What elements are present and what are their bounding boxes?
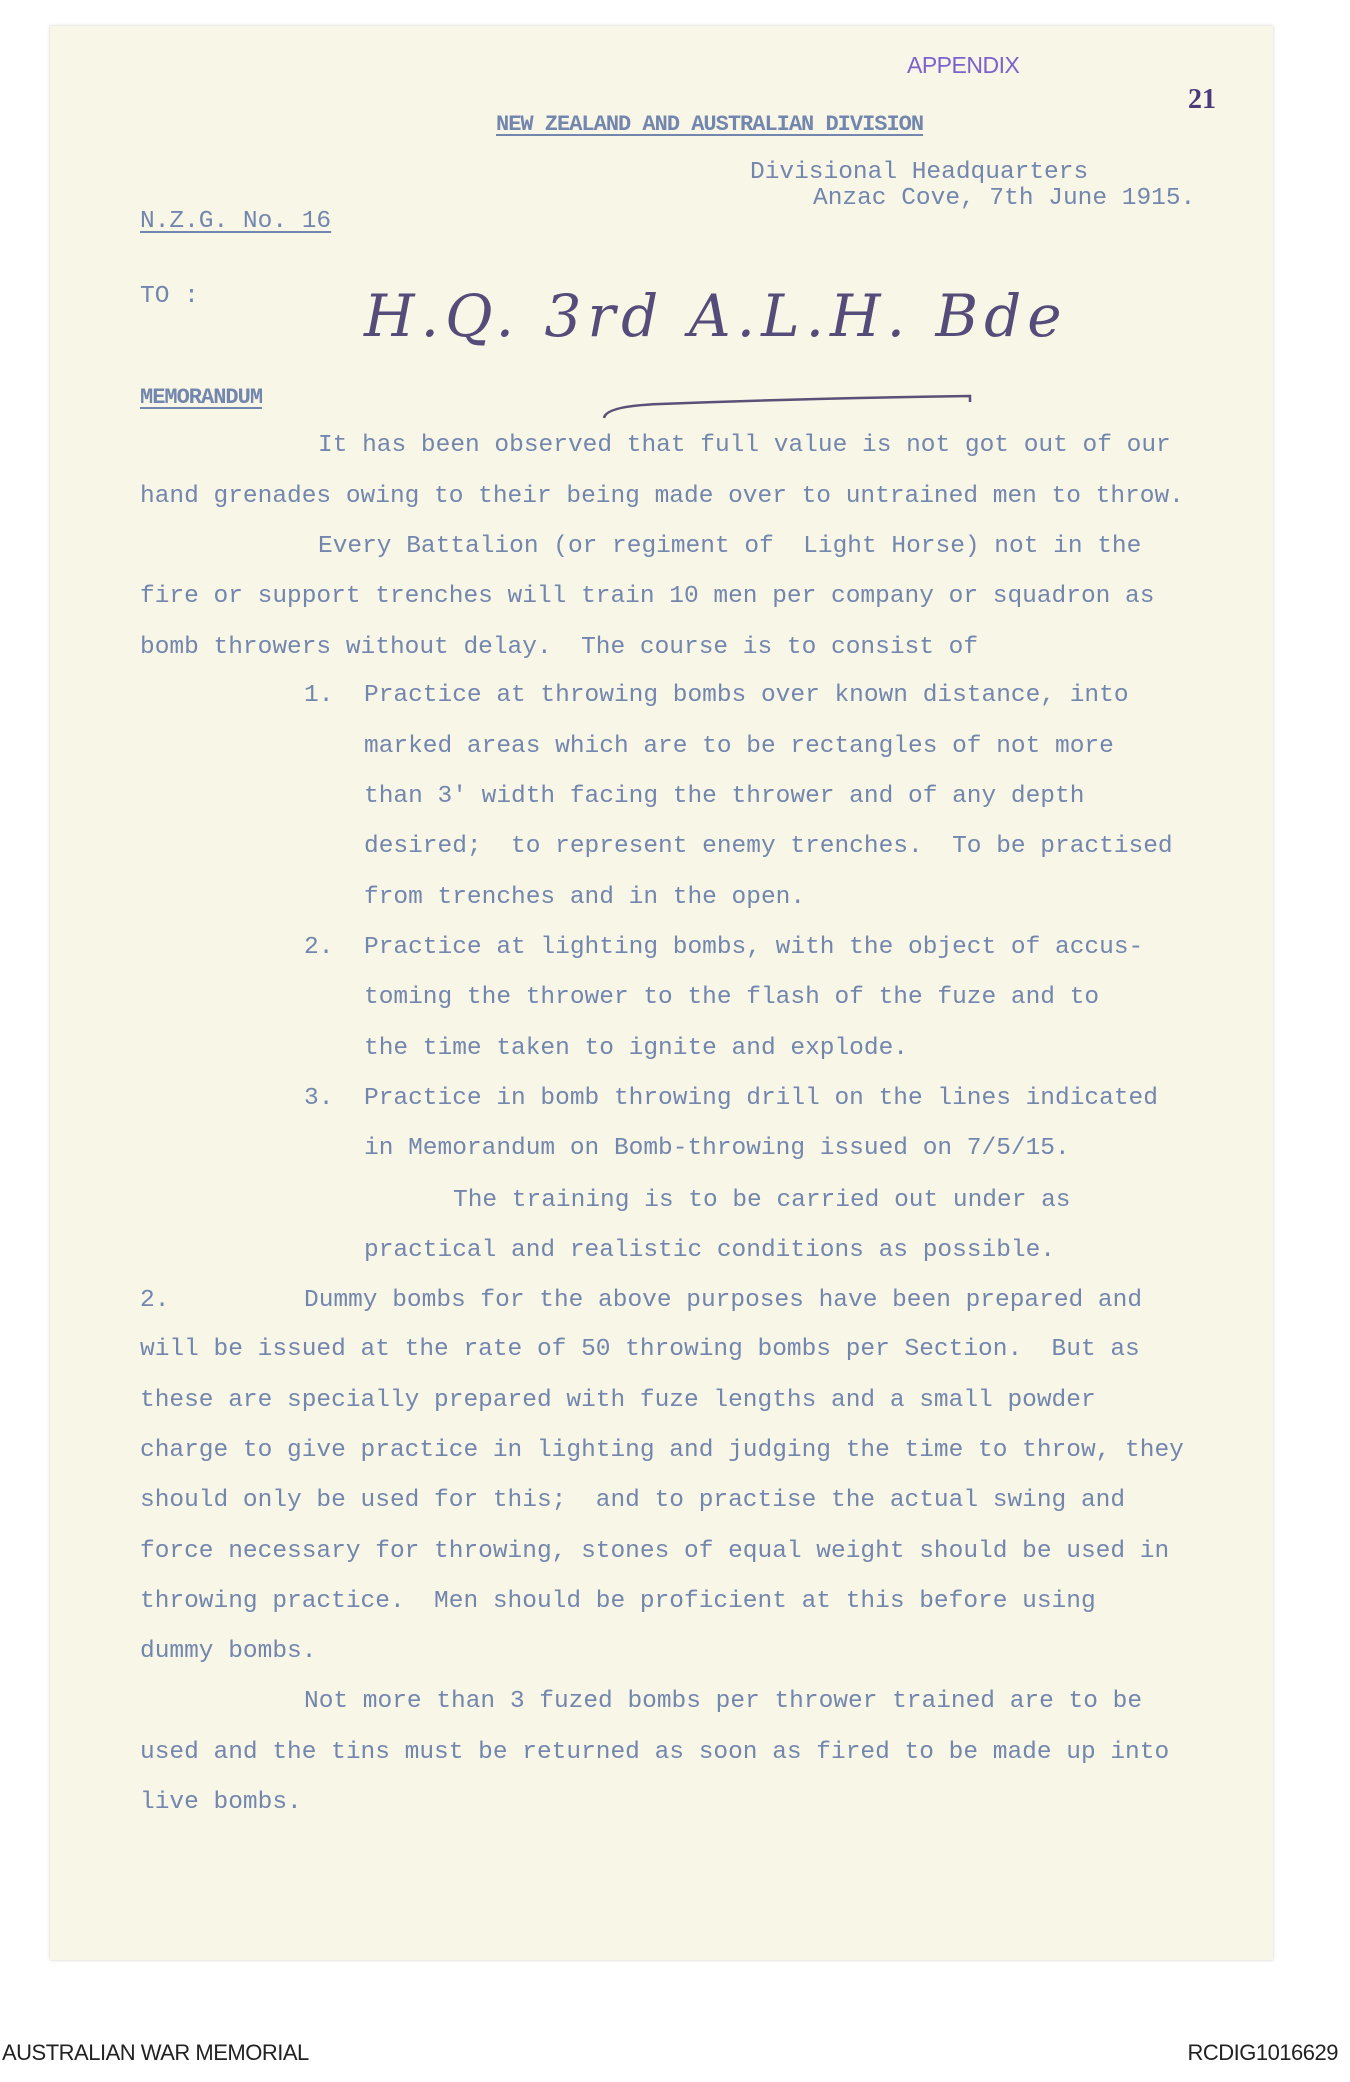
body-line: the time taken to ignite and explode.	[364, 1035, 908, 1062]
body-line: Practice in bomb throwing drill on the lines indicated	[364, 1085, 1158, 1112]
body-line: force necessary for throwing, stones of equal weight should be used in	[140, 1538, 1170, 1565]
body-line: The training is to be carried out under as	[453, 1187, 1071, 1214]
to-label: TO :	[140, 283, 199, 310]
body-line: from trenches and in the open.	[364, 884, 806, 911]
body-line: toming the thrower to the flash of the fuze and to	[364, 984, 1100, 1011]
body-line: Practice at throwing bombs over known distance, into	[364, 682, 1129, 709]
place-date: Anzac Cove, 7th June 1915.	[813, 185, 1196, 212]
body-line: It has been observed that full value is not got out of our	[318, 432, 1171, 459]
memorandum-label: MEMORANDUM	[140, 385, 263, 410]
body-line: charge to give practice in lighting and judging the time to throw, they	[140, 1437, 1184, 1464]
body-line: live bombs.	[140, 1789, 302, 1816]
archive-id: RCDIG1016629	[1187, 2040, 1338, 2065]
item-number: 3.	[304, 1085, 334, 1112]
appendix-stamp: APPENDIX	[907, 52, 1020, 78]
body-line: practical and realistic conditions as possible.	[364, 1237, 1056, 1264]
paragraph-number: 2.	[140, 1287, 170, 1314]
handwritten-recipient: H.Q. 3rd A.L.H. Bde	[364, 282, 1068, 350]
body-line: bomb throwers without delay. The course is to consist of	[140, 634, 979, 661]
body-line: desired; to represent enemy trenches. To be practised	[364, 833, 1173, 860]
body-line: hand grenades owing to their being made over to untrained men to throw.	[140, 483, 1184, 510]
item-number: 1.	[304, 682, 334, 709]
body-line: throwing practice. Men should be proficient at this before using	[140, 1588, 1096, 1615]
reference-number: N.Z.G. No. 16	[140, 208, 332, 235]
body-line: than 3' width facing the thrower and of any depth	[364, 783, 1085, 810]
body-line: Dummy bombs for the above purposes have been prepared and	[304, 1287, 1143, 1314]
body-line: Practice at lighting bombs, with the object of accus-	[364, 934, 1144, 961]
body-line: Not more than 3 fuzed bombs per thrower trained are to be	[304, 1688, 1143, 1715]
archive-credit: AUSTRALIAN WAR MEMORIAL	[2, 2040, 309, 2065]
body-line: used and the tins must be returned as soon as fired to be made up into	[140, 1739, 1170, 1766]
body-line: will be issued at the rate of 50 throwing bombs per Section. But as	[140, 1336, 1140, 1363]
body-line: dummy bombs.	[140, 1638, 317, 1665]
body-line: in Memorandum on Bomb-throwing issued on 7/5/15.	[364, 1135, 1070, 1162]
body-line: marked areas which are to be rectangles of not more	[364, 733, 1114, 760]
body-line: fire or support trenches will train 10 men per company or squadron as	[140, 583, 1155, 610]
body-line: these are specially prepared with fuze lengths and a small powder	[140, 1387, 1096, 1414]
handwritten-underline	[600, 392, 975, 422]
item-number: 2.	[304, 934, 334, 961]
division-heading: NEW ZEALAND AND AUSTRALIAN DIVISION	[496, 112, 924, 137]
folio-number: 21	[1188, 84, 1216, 115]
body-line: Every Battalion (or regiment of Light Horse) not in the	[318, 533, 1142, 560]
hq-line: Divisional Headquarters	[750, 159, 1089, 186]
body-line: should only be used for this; and to practise the actual swing and	[140, 1487, 1126, 1514]
